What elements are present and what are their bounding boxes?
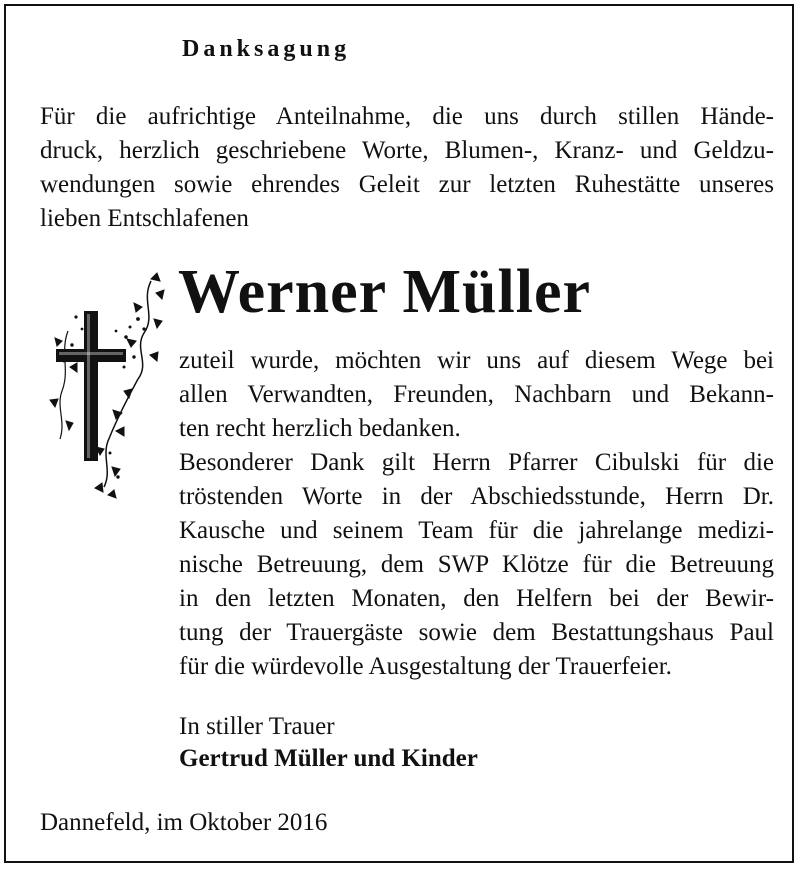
deceased-name: Werner Müller	[178, 258, 592, 326]
body-line: allen Verwandten, Freunden, Nachbarn und Bekann-	[179, 381, 774, 408]
intro-line: lieben Entschlafenen	[40, 205, 249, 232]
thanks-paragraph	[179, 344, 774, 684]
intro-paragraph	[40, 100, 774, 236]
body-line: für die würdevolle Ausgestaltung der Trauerfeier.	[179, 653, 672, 680]
body-line: in den letzten Monaten, den Helfern bei der Bewir-	[179, 585, 774, 612]
notice-frame	[4, 4, 794, 863]
body-line: Besonderer Dank gilt Herrn Pfarrer Cibulski für die	[179, 449, 774, 476]
closing-phrase: In stiller Trauer	[179, 713, 335, 740]
body-line: tröstenden Worte in der Abschiedsstunde, Herrn Dr.	[179, 483, 774, 510]
intro-line: druck, herzlich geschriebene Worte, Blumen-, Kranz- und Geldzu-	[40, 137, 774, 164]
notice-heading: Danksagung	[182, 36, 351, 62]
ivy-icon	[50, 273, 164, 498]
body-line: zuteil wurde, möchten wir uns auf diesem Wege bei	[179, 347, 774, 374]
body-line: tung der Trauergäste sowie dem Bestattungshaus Paul	[179, 619, 774, 646]
intro-line: Für die aufrichtige Anteilnahme, die uns durch stillen Hände-	[40, 103, 774, 130]
signature: Gertrud Müller und Kinder	[179, 745, 478, 772]
body-line: Kausche und seinem Team für die jahrelange medizi-	[179, 517, 774, 544]
intro-line: wendungen sowie ehrendes Geleit zur letzten Ruhestätte unseres	[40, 171, 774, 198]
body-line: nische Betreuung, dem SWP Klötze für die Betreuung	[179, 551, 774, 578]
body-line: ten recht herzlich bedanken.	[179, 415, 461, 442]
cross-ivy-illustration	[46, 271, 174, 501]
place-date: Dannefeld, im Oktober 2016	[40, 809, 328, 836]
